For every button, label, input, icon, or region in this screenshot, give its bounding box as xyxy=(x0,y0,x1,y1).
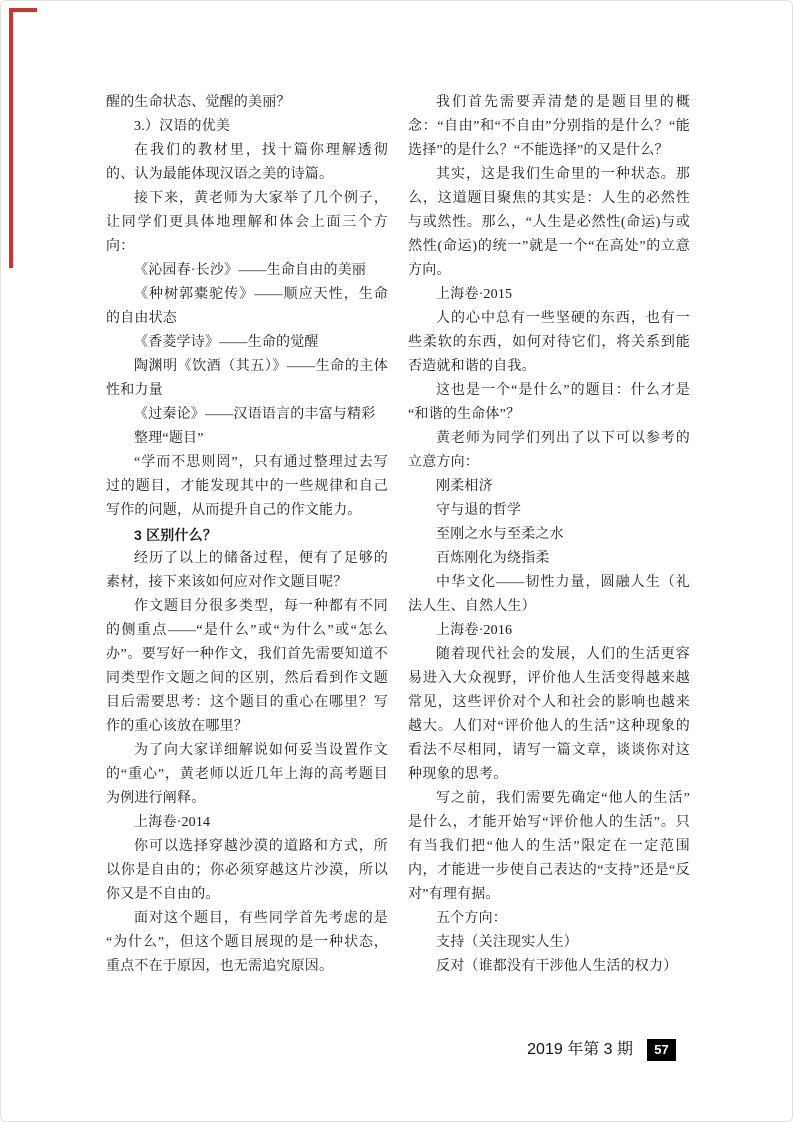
paragraph: 至刚之水与至柔之水 xyxy=(436,527,564,542)
paragraph: 人的心中总有一些坚硬的东西，也有一些柔软的东西，如何对待它们，将关系到能否造就和谐的自我。 xyxy=(408,311,690,374)
paragraph: 《过秦论》——汉语语言的丰富与精彩 xyxy=(134,407,376,422)
paragraph: 刚柔相济 xyxy=(436,479,493,494)
paragraph: 其实，这是我们生命里的一种状态。那么，这道题目聚焦的其实是：人生的必然性与或然性。那么，“人生是必然性(命运)与或然性(命运)的统一”就是一个“在高处”的立意方向。 xyxy=(408,167,690,278)
paragraph: 上海卷·2014 xyxy=(134,815,211,830)
paragraph: 五个方向： xyxy=(436,911,507,926)
paragraph: 作文题目分很多类型，每一种都有不同的侧重点——“是什么”或“为什么”或“怎么办”。要写好一种作文，我们首先需要知道不同类型作文题之间的区别，然后看到作文题目后需要思考：这个题目的重心在哪里？写作的重心该放在哪里？ xyxy=(106,599,388,734)
paragraph: 上海卷·2016 xyxy=(436,623,513,638)
paragraph: 随着现代社会的发展，人们的生活更容易进入大众视野，评价他人生活变得越来越常见，这些评价对个人和社会的影响也越来越大。人们对“评价他人的生活”这种现象的看法不尽相同，请写一篇文章，谈谈你对这种现象的思考。 xyxy=(408,647,690,782)
paragraph: 《沁园春·长沙》——生命自由的美丽 xyxy=(134,263,367,278)
paragraph: 为了向大家详细解说如何妥当设置作文的“重心”，黄老师以近几年上海的高考题目为例进行阐释。 xyxy=(106,743,388,806)
paragraph: 面对这个题目，有些同学首先考虑的是“为什么”，但这个题目展现的是一种状态，重点不在于原因，也无需追究原因。 xyxy=(106,911,388,974)
paragraph: 在我们的教材里，找十篇你理解透彻的、认为最能体现汉语之美的诗篇。 xyxy=(106,143,388,182)
paragraph: 3.）汉语的优美 xyxy=(134,119,231,134)
issue-label: 2019 年第 3 期 xyxy=(527,1041,633,1058)
paragraph: 反对（谁都没有干涉他人生活的权力） xyxy=(436,959,678,974)
paragraph: 中华文化——韧性力量，圆融人生（礼法人生、自然人生） xyxy=(408,575,690,614)
paragraph: 醒的生命状态、觉醒的美丽？ xyxy=(106,95,291,110)
page-number-badge: 57 xyxy=(647,1039,676,1061)
paragraph: 经历了以上的储备过程，便有了足够的素材，接下来该如何应对作文题目呢？ xyxy=(106,551,388,590)
paragraph: 你可以选择穿越沙漠的道路和方式，所以你是自由的；你必须穿越这片沙漠，所以你又是不自由的。 xyxy=(106,839,388,902)
paragraph: “学而不思则罔”，只有通过整理过去写过的题目，才能发现其中的一些规律和自己写作的问题，从而提升自己的作文能力。 xyxy=(106,455,388,518)
article-column-right xyxy=(408,91,690,979)
paragraph: 整理“题目” xyxy=(134,431,204,446)
crop-mark-horizontal xyxy=(9,8,37,12)
paragraph: 支持（关注现实人生） xyxy=(436,935,578,950)
paragraph: 接下来，黄老师为大家举了几个例子，让同学们更具体地理解和体会上面三个方向： xyxy=(106,191,388,254)
paragraph: 这也是一个“是什么”的题目：什么才是“和谐的生命体”？ xyxy=(408,383,690,422)
paragraph: 上海卷·2015 xyxy=(436,287,513,302)
paragraph: 陶渊明《饮酒（其五）》——生命的主体性和力量 xyxy=(106,359,388,398)
crop-mark-vertical xyxy=(9,8,13,268)
paragraph: 写之前，我们需要先确定“他人的生活”是什么，才能开始写“评价他人的生活”。只有当我们把“他人的生活”限定在一定范围内，才能进一步使自己表达的“支持”还是“反对”有理有据。 xyxy=(408,791,690,902)
section-heading: 3 区别什么？ xyxy=(134,527,218,543)
paragraph: 守与退的哲学 xyxy=(436,503,522,518)
paragraph: 百炼刚化为绕指柔 xyxy=(436,551,550,566)
paragraph: 黄老师为同学们列出了以下可以参考的立意方向： xyxy=(408,431,690,470)
paragraph: 我们首先需要弄清楚的是题目里的概念：“自由”和“不自由”分别指的是什么？“能选择”的是什么？“不能选择”的又是什么？ xyxy=(408,95,690,158)
paragraph: 《香菱学诗》——生命的觉醒 xyxy=(134,335,319,350)
article-column-left xyxy=(106,91,388,979)
paragraph: 《种树郭橐驼传》——顺应天性，生命的自由状态 xyxy=(106,287,388,326)
page-footer xyxy=(0,1039,793,1063)
